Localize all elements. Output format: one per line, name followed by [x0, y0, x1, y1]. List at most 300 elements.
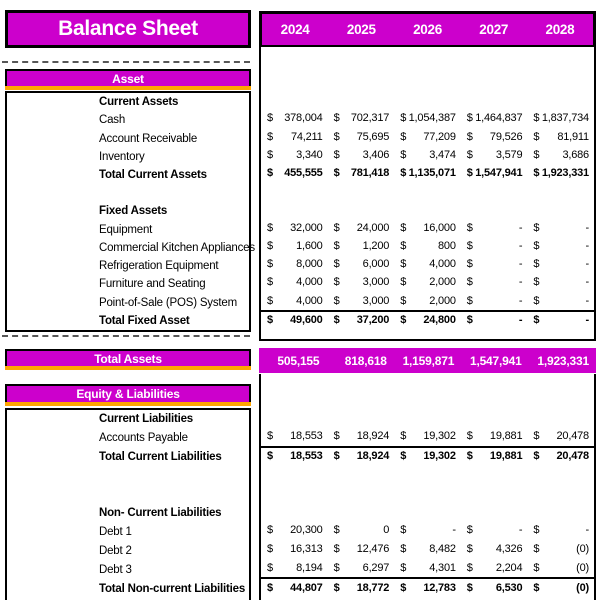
dollar-sign: $	[466, 430, 473, 443]
dollar-sign: $	[333, 294, 340, 307]
dollar-sign: $	[466, 294, 473, 307]
cell-value: 2,000	[429, 294, 456, 307]
dollar-sign: $	[267, 239, 273, 252]
dollar-sign: $	[333, 430, 340, 443]
cell-value: 0	[383, 524, 390, 537]
total-assets-value-2028[interactable]: 1,923,331	[537, 353, 589, 368]
value-cell[interactable]	[461, 273, 528, 291]
row-label-text: Debt 2	[99, 544, 132, 557]
cell-value: 19,302	[423, 449, 456, 462]
cell-value: 16,000	[423, 221, 456, 234]
cell-value: 20,300	[290, 524, 323, 537]
dollar-sign: $	[267, 130, 273, 143]
value-cell[interactable]	[527, 109, 594, 127]
cell-value: 81,911	[557, 130, 589, 143]
value-cell[interactable]	[527, 291, 594, 309]
row-label-text: Inventory	[99, 150, 145, 163]
dollar-sign: $	[267, 148, 273, 161]
total-assets-value-2026[interactable]: 1,159,871	[402, 353, 455, 368]
equity-liabilities-banner[interactable]	[5, 384, 251, 404]
cell-value: 49,600	[290, 313, 323, 326]
cell-value: 1,054,387	[408, 112, 456, 125]
value-cell[interactable]	[527, 273, 594, 291]
dollar-sign: $	[267, 166, 273, 179]
row-label-text: Furniture and Seating	[99, 278, 206, 291]
row-label-text: Point-of-Sale (POS) System	[99, 296, 237, 309]
cell-value: 32,000	[290, 221, 323, 234]
year-header-2024[interactable]: 2024	[280, 22, 310, 37]
dollar-sign: $	[400, 221, 407, 234]
cell-value: 77,209	[423, 130, 456, 143]
year-header-2028[interactable]: 2028	[545, 22, 575, 37]
value-cell[interactable]	[461, 521, 528, 540]
label-row-blank	[7, 466, 249, 485]
dollar-sign: $	[400, 449, 407, 462]
value-cell[interactable]	[394, 146, 461, 164]
dollar-sign: $	[333, 524, 340, 537]
cell-value: 2,000	[429, 276, 456, 289]
cell-value: 20,478	[556, 449, 589, 462]
page-break-dash-bottom	[2, 335, 250, 337]
value-cell[interactable]	[261, 521, 328, 540]
value-cell[interactable]	[394, 521, 461, 540]
value-cell[interactable]	[527, 146, 594, 164]
cell-value: 455,555	[284, 166, 323, 179]
label-row-commercial-kitchen-appliances[interactable]	[7, 239, 255, 257]
dollar-sign: $	[267, 112, 273, 125]
label-row-total-non-current-liabilities[interactable]	[7, 579, 249, 598]
cell-value: (0)	[576, 561, 589, 574]
dollar-sign: $	[400, 239, 407, 252]
cell-value: 3,406	[362, 148, 390, 161]
cell-value: 6,530	[495, 581, 523, 594]
dollar-sign: $	[400, 166, 407, 179]
cell-value: 3,340	[296, 148, 323, 161]
label-row-cash[interactable]	[7, 111, 249, 129]
dollar-sign: $	[400, 542, 407, 555]
value-cell[interactable]	[261, 427, 328, 446]
dollar-sign: $	[400, 148, 407, 161]
label-row-non-current-liabilities[interactable]	[7, 504, 249, 523]
values-row-equipment	[261, 219, 594, 237]
cell-value: 75,695	[356, 130, 390, 143]
dollar-sign: $	[333, 561, 340, 574]
row-label-text: Refrigeration Equipment	[99, 260, 219, 273]
total-assets-value-2025[interactable]: 818,618	[344, 353, 387, 368]
value-cell[interactable]	[461, 448, 528, 465]
dollar-sign: $	[400, 561, 407, 574]
cell-value: 6,000	[362, 258, 390, 271]
value-cell[interactable]	[394, 540, 461, 559]
values-row-fixed-assets	[261, 200, 594, 218]
value-cell[interactable]	[527, 427, 594, 446]
dollar-sign: $	[466, 449, 473, 462]
label-row-total-current-assets[interactable]	[7, 166, 249, 184]
label-row-account-receivable[interactable]	[7, 129, 249, 147]
cell-value: 74,211	[290, 130, 323, 143]
cell-value: 79,526	[489, 130, 523, 143]
value-cell[interactable]	[461, 427, 528, 446]
value-cell[interactable]	[527, 312, 594, 328]
total-assets-values-band	[259, 348, 596, 373]
cell-value: 4,000	[429, 258, 456, 271]
value-cell[interactable]	[394, 273, 461, 291]
liabilities-values-panel	[259, 374, 596, 600]
value-cell[interactable]	[461, 558, 528, 577]
dollar-sign: $	[333, 449, 340, 462]
equity-liabilities-banner-label: Equity & Liabilities	[76, 387, 180, 401]
value-cell[interactable]	[261, 255, 328, 273]
row-label-text: Commercial Kitchen Appliances	[99, 241, 255, 254]
cell-value: 3,000	[362, 276, 390, 289]
value-cell[interactable]	[261, 558, 328, 577]
asset-values-panel	[259, 47, 596, 341]
dollar-sign: $	[400, 524, 407, 537]
dollar-sign: $	[533, 221, 540, 234]
value-cell[interactable]	[261, 164, 328, 182]
label-row-accounts-payable[interactable]	[7, 429, 249, 448]
dollar-sign: $	[333, 148, 340, 161]
dollar-sign: $	[533, 542, 540, 555]
value-cell[interactable]	[461, 164, 528, 182]
value-cell[interactable]	[328, 448, 395, 465]
value-cell[interactable]	[261, 540, 328, 559]
dollar-sign: $	[533, 430, 540, 443]
cell-value: -	[518, 294, 523, 307]
values-row-commercial-kitchen-appliances	[261, 237, 594, 255]
dollar-sign: $	[333, 239, 340, 252]
values-row-blank	[261, 182, 594, 200]
value-cell[interactable]	[328, 312, 395, 328]
label-row-current-assets[interactable]	[7, 93, 249, 111]
cell-value: 1,200	[362, 239, 390, 252]
row-label-text: Account Receivable	[99, 132, 198, 145]
dollar-sign: $	[466, 130, 473, 143]
dollar-sign: $	[267, 313, 273, 326]
cell-value: 1,837,734	[541, 112, 589, 125]
dollar-sign: $	[267, 524, 273, 537]
total-assets-banner[interactable]	[5, 349, 251, 368]
cell-value: 16,313	[290, 542, 323, 555]
cell-value: 19,881	[489, 430, 523, 443]
cell-value: (0)	[576, 581, 589, 594]
cell-value: 6,297	[362, 561, 390, 574]
dollar-sign: $	[400, 430, 407, 443]
value-cell[interactable]	[394, 109, 461, 127]
value-cell[interactable]	[461, 237, 528, 255]
dollar-sign: $	[333, 130, 340, 143]
value-cell[interactable]	[261, 219, 328, 237]
value-cell[interactable]	[328, 237, 395, 255]
dollar-sign: $	[333, 276, 340, 289]
dollar-sign: $	[533, 258, 540, 271]
values-row-current-liabilities	[261, 408, 594, 427]
value-cell[interactable]	[394, 448, 461, 465]
dollar-sign: $	[533, 581, 540, 594]
value-cell[interactable]	[461, 312, 528, 328]
cell-value: 20,478	[556, 430, 589, 443]
value-cell[interactable]	[461, 127, 528, 145]
values-row-account-receivable	[261, 127, 594, 145]
values-row-cash	[261, 109, 594, 127]
value-cell[interactable]	[461, 146, 528, 164]
dollar-sign: $	[533, 148, 540, 161]
dollar-sign: $	[267, 581, 273, 594]
dollar-sign: $	[400, 130, 407, 143]
page-break-dash-top	[2, 61, 250, 63]
value-cell[interactable]	[527, 448, 594, 465]
value-cell[interactable]	[461, 291, 528, 309]
dollar-sign: $	[333, 581, 340, 594]
dollar-sign: $	[466, 524, 473, 537]
value-cell[interactable]	[527, 558, 594, 577]
cell-value: 4,000	[296, 294, 323, 307]
dollar-sign: $	[267, 561, 273, 574]
cell-value: -	[585, 221, 589, 234]
row-label-text: Total Fixed Asset	[99, 314, 190, 327]
total-assets-banner-label: Total Assets	[94, 351, 162, 366]
cell-value: 12,476	[356, 542, 390, 555]
dollar-sign: $	[533, 166, 540, 179]
value-cell[interactable]	[328, 109, 395, 127]
value-cell[interactable]	[461, 109, 528, 127]
cell-value: -	[585, 239, 589, 252]
label-row-debt-3[interactable]	[7, 560, 249, 579]
cell-value: -	[585, 313, 589, 326]
label-row-furniture-and-seating[interactable]	[7, 275, 249, 293]
dollar-sign: $	[533, 130, 540, 143]
dollar-sign: $	[533, 449, 540, 462]
cell-value: 24,000	[356, 221, 390, 234]
year-header-row	[259, 11, 596, 48]
value-cell[interactable]	[527, 237, 594, 255]
cell-value: -	[518, 258, 523, 271]
value-cell[interactable]	[328, 579, 395, 596]
value-cell[interactable]	[261, 237, 328, 255]
value-cell[interactable]	[394, 255, 461, 273]
cell-value: 18,553	[290, 430, 323, 443]
value-cell[interactable]	[527, 579, 594, 596]
cell-value: 4,000	[296, 276, 323, 289]
label-row-debt-1[interactable]	[7, 523, 249, 542]
value-cell[interactable]	[261, 579, 328, 596]
value-cell[interactable]	[328, 127, 395, 145]
cell-value: 2,204	[495, 561, 523, 574]
values-row-total-non-current-liabilities	[261, 577, 594, 596]
dollar-sign: $	[333, 313, 340, 326]
values-row-current-assets	[261, 91, 594, 109]
dollar-sign: $	[466, 166, 473, 179]
cell-value: 8,000	[296, 258, 323, 271]
value-cell[interactable]	[328, 273, 395, 291]
values-row-blank	[261, 483, 594, 502]
dollar-sign: $	[267, 449, 273, 462]
value-cell[interactable]	[461, 579, 528, 596]
cell-value: -	[585, 258, 589, 271]
values-row-total-current-assets	[261, 164, 594, 182]
year-header-2025[interactable]: 2025	[346, 22, 376, 37]
cell-value: 4,301	[429, 561, 456, 574]
values-row-refrigeration-equipment	[261, 255, 594, 273]
value-cell[interactable]	[328, 291, 395, 309]
dollar-sign: $	[400, 112, 407, 125]
value-cell[interactable]	[328, 558, 395, 577]
value-cell[interactable]	[328, 427, 395, 446]
dollar-sign: $	[466, 221, 473, 234]
value-cell[interactable]	[261, 448, 328, 465]
row-label-text: Total Current Assets	[99, 168, 207, 181]
value-cell[interactable]	[527, 255, 594, 273]
cell-value: -	[518, 239, 523, 252]
values-row-furniture-and-seating	[261, 273, 594, 291]
row-label-text: Accounts Payable	[99, 432, 188, 445]
dollar-sign: $	[533, 524, 540, 537]
value-cell[interactable]	[394, 164, 461, 182]
value-cell[interactable]	[261, 127, 328, 145]
dollar-sign: $	[267, 258, 273, 271]
value-cell[interactable]	[261, 291, 328, 309]
cell-value: 19,881	[489, 449, 523, 462]
value-cell[interactable]	[461, 540, 528, 559]
label-row-point-of-sale-pos-system[interactable]	[7, 293, 249, 311]
cell-value: 3,474	[429, 148, 456, 161]
year-header-2026[interactable]: 2026	[413, 22, 442, 37]
liabilities-labels-box	[5, 408, 251, 600]
dollar-sign: $	[466, 239, 473, 252]
total-assets-value-2024[interactable]: 505,155	[277, 353, 320, 368]
value-cell[interactable]	[328, 146, 395, 164]
dollar-sign: $	[267, 542, 273, 555]
value-cell[interactable]	[394, 312, 461, 328]
value-cell[interactable]	[527, 164, 594, 182]
row-label-text: Debt 3	[99, 563, 132, 576]
dollar-sign: $	[466, 112, 473, 125]
dollar-sign: $	[533, 112, 540, 125]
label-row-equipment[interactable]	[7, 221, 249, 239]
values-row-debt-2	[261, 540, 594, 559]
values-row-inventory	[261, 146, 594, 164]
dollar-sign: $	[400, 294, 407, 307]
row-label-text: Current Assets	[99, 96, 179, 109]
label-row-inventory[interactable]	[7, 148, 249, 166]
cell-value: 8,194	[296, 561, 323, 574]
dollar-sign: $	[333, 112, 340, 125]
label-row-total-fixed-asset[interactable]	[7, 312, 249, 330]
value-cell[interactable]	[328, 521, 395, 540]
value-cell[interactable]	[461, 219, 528, 237]
dollar-sign: $	[533, 276, 540, 289]
cell-value: 1,923,331	[541, 166, 589, 179]
value-cell[interactable]	[328, 540, 395, 559]
cell-value: -	[585, 294, 589, 307]
dollar-sign: $	[400, 258, 407, 271]
label-row-refrigeration-equipment[interactable]	[7, 257, 249, 275]
cell-value: 800	[438, 239, 456, 252]
values-row-total-fixed-asset	[261, 310, 594, 328]
dollar-sign: $	[333, 221, 340, 234]
value-cell[interactable]	[394, 219, 461, 237]
value-cell[interactable]	[527, 219, 594, 237]
label-row-current-liabilities[interactable]	[7, 410, 249, 429]
dollar-sign: $	[267, 294, 273, 307]
value-cell[interactable]	[328, 164, 395, 182]
value-cell[interactable]	[261, 109, 328, 127]
dollar-sign: $	[466, 561, 473, 574]
value-cell[interactable]	[261, 273, 328, 291]
sheet-title: Balance Sheet	[58, 17, 198, 40]
cell-value: -	[585, 524, 589, 537]
dollar-sign: $	[333, 542, 340, 555]
cell-value: 8,482	[429, 542, 456, 555]
value-cell[interactable]	[328, 219, 395, 237]
value-cell[interactable]	[527, 521, 594, 540]
label-row-total-current-liabilities[interactable]	[7, 448, 249, 467]
cell-value: 18,924	[356, 449, 390, 462]
values-row-accounts-payable	[261, 427, 594, 446]
label-row-fixed-assets[interactable]	[7, 202, 249, 220]
sheet-title-banner	[5, 10, 251, 48]
value-cell[interactable]	[328, 255, 395, 273]
label-row-blank	[7, 184, 249, 202]
cell-value: 378,004	[284, 112, 323, 125]
label-row-debt-2[interactable]	[7, 542, 249, 561]
value-cell[interactable]	[261, 312, 328, 328]
cell-value: 781,418	[350, 166, 390, 179]
cell-value: 12,783	[423, 581, 456, 594]
cell-value: (0)	[576, 542, 589, 555]
cell-value: 19,302	[423, 430, 456, 443]
values-row-debt-3	[261, 558, 594, 577]
dollar-sign: $	[466, 276, 473, 289]
value-cell[interactable]	[394, 579, 461, 596]
dollar-sign: $	[400, 313, 407, 326]
asset-section-banner[interactable]	[5, 69, 251, 88]
cell-value: 702,317	[350, 112, 390, 125]
value-cell[interactable]	[527, 540, 594, 559]
dollar-sign: $	[533, 561, 540, 574]
value-cell[interactable]	[394, 127, 461, 145]
cell-value: 1,135,071	[408, 166, 456, 179]
value-cell[interactable]	[461, 255, 528, 273]
year-header-2027[interactable]: 2027	[479, 22, 509, 37]
value-cell[interactable]	[394, 237, 461, 255]
row-label-text: Debt 1	[99, 526, 132, 539]
cell-value: -	[452, 524, 456, 537]
dollar-sign: $	[333, 166, 340, 179]
dollar-sign: $	[267, 276, 273, 289]
value-cell[interactable]	[394, 558, 461, 577]
value-cell[interactable]	[394, 291, 461, 309]
cell-value: 18,924	[356, 430, 390, 443]
value-cell[interactable]	[261, 146, 328, 164]
row-label-text: Total Current Liabilities	[99, 450, 222, 463]
cell-value: 44,807	[290, 581, 323, 594]
cell-value: 3,686	[562, 148, 589, 161]
cell-value: 4,326	[495, 542, 523, 555]
values-row-non-current-liabilities	[261, 502, 594, 521]
total-assets-value-2027[interactable]: 1,547,941	[469, 353, 522, 368]
row-label-text: Cash	[99, 114, 126, 127]
values-row-debt-1	[261, 521, 594, 540]
dollar-sign: $	[400, 276, 407, 289]
cell-value: 1,547,941	[475, 166, 523, 179]
value-cell[interactable]	[394, 427, 461, 446]
dollar-sign: $	[466, 148, 473, 161]
cell-value: 24,800	[423, 313, 456, 326]
value-cell[interactable]	[527, 127, 594, 145]
values-row-total-current-liabilities	[261, 446, 594, 465]
dollar-sign: $	[533, 294, 540, 307]
